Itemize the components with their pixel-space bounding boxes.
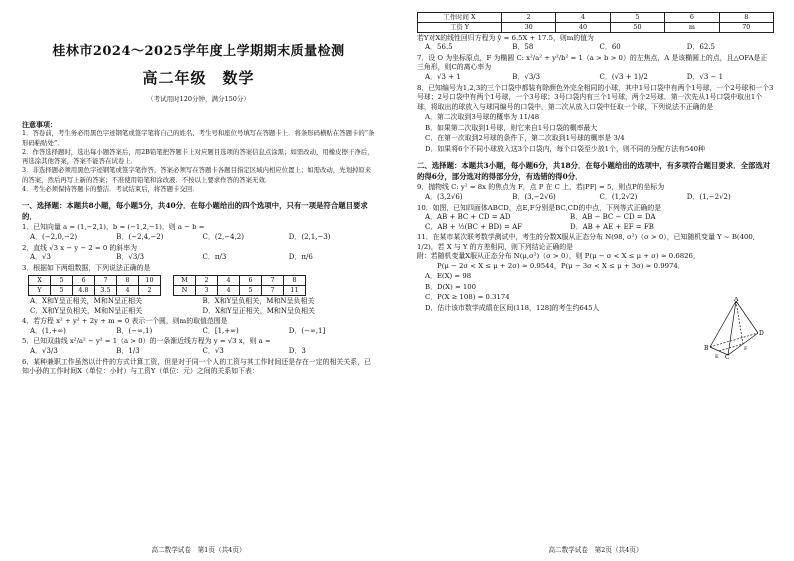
notice-item: 3．非选择题必须用黑色字迹钢笔或签字笔作答，答案必须写在答题卡各题目指定区域内相应位置上；如需改动，先划掉原来的答案，然后再写上新的答案；不准使用铅笔和涂改液．不按以上要求作答的答案无效． [22,166,372,184]
table-cell: 5 [51,276,73,286]
table-cell: 工资 Y [418,22,502,32]
table-cell: 4.8 [73,286,95,296]
question-10: 10．如图，已知四面体ABCD，点E,F分别是BC,CD的中点，下列等式正确的是 [417,203,662,212]
question-4-options [30,327,375,337]
option: B．X和Y呈负相关，M和N呈负相关 [202,296,315,305]
table-cell: m [665,22,719,32]
table-cell: 6 [240,276,262,286]
question-9-options [425,193,774,203]
table-cell: 4 [117,286,139,296]
option: D．X和Y呈正相关，M和N呈负相关 [202,306,316,315]
question-11-note: 附：若随机变量X服从正态分布 N(μ,σ²)（σ > 0），则 P(μ − σ < X ≤ μ + σ) ≈ 0.6826， [417,252,700,261]
option: A．(1,+∞) [30,326,66,335]
page-footer-left: 高二数学试卷 第1页（共4页） [151,545,246,554]
question-5: 5．已知双曲线 x²/a² − y² = 1（a > 0）的一条渐近线方程为 y = √3 x，则 a = [22,337,271,346]
option: A．√3 + 1 [425,72,461,81]
notice-title: 注意事项： [22,119,57,129]
question-11-stem: 11．在某市某次联考数学测试中，考生的分数X服从正态分布 N(98, σ²)（σ > 0），已知随机变量 Y ~ B(400, 1/2)，若 X 与 Y 的方差相同，则下列结论正确的是 [417,233,755,251]
question-8: 8．已知编号为1,2,3的三个口袋中都装有除颜色外完全相同的小球，其中1号口袋中有两个1号球，一个2号球和一个3号球；2号口袋中有两个1号球，一个3号球；3号口袋内有三个1号球，两个2号球．第一次先从1号口袋中取出1个球，将取出的球放入与球同编号的口袋中，第二次从放入口袋中任取一个球，下列说法不正确的是 [417,83,774,111]
notice-item: 1．答卷前，考生务必用黑色字迹钢笔或签字笔将自己的姓名、考生号和座位号填写在答题卡上．将条形码横贴在答题卡的“条形码粘贴处”． [22,129,375,147]
option: D．AB + AE + EF = FB [570,222,654,231]
exam-title: 桂林市2024～2025学年度上学期期末质量检测 [52,44,345,59]
option: D．(−∞,1] [288,326,326,335]
option: D．(2,1,−3) [288,232,331,241]
question-8-option-d: D．如果将6个不同小球放入这3个口袋内，每个口袋至少放1个，则不同的分配方法有540种 [425,144,705,153]
option: C．π/3 [202,253,227,262]
table-cell: 10 [139,276,161,286]
option: B．58 [512,43,534,52]
question-4: 4．若方程 x² + y² + 2y + m = 0 表示一个圆，则m的取值范围是 [22,317,228,326]
option: A．(3,2√6) [425,192,463,201]
notice-item: 4．考生必须保持答题卡的整洁．考试结束后，将答题卡交回． [22,184,199,193]
question-11-note: P(μ − 2σ < X ≤ μ + 2σ) ≈ 0.9544，P(μ − 3σ < X ≤ μ + 3σ) ≈ 0.9974． [437,261,685,270]
question-11-option-c: C．P(X ≥ 108) = 0.3174 [425,293,510,302]
option: B．√3/3 [116,253,145,262]
option: C．AB + ½(BC + BD) = AF [425,222,523,231]
table-cell: 8 [117,276,139,286]
option: C．60 [599,43,621,52]
option: B．(−2,4,−2) [116,232,164,241]
option: B．(3,−2√6) [512,192,556,201]
option: C．X和Y呈负相关，M和N呈正相关 [30,306,143,315]
table-cell: M [174,276,196,286]
table-cell: 5 [610,13,664,23]
option: C．(√3 + 1)/2 [599,72,648,81]
option: A．AB + BC + CD = AD [425,213,511,222]
question-5-options [30,347,375,357]
section-2-heading: 二、选择题：本题共3小题，每小题6分，共18分．在每小题给出的选项中，有多项符合题目要求．全部选对的得6分，部分选对的得部分分，有选错的得0分． [417,161,771,182]
figure-label: A [734,297,739,303]
question-10-options-row2 [425,223,715,233]
table-cell: 70 [719,22,773,32]
table-mn [173,275,306,296]
option: D．62.5 [686,43,715,52]
table-cell: 4 [218,276,240,286]
question-8-option-a: A．第二次取到3号球的概率为 11/48 [425,113,540,122]
table-cell: 6 [73,276,95,286]
question-6-continued: 若Y对X的线性回归方程为 ŷ = 6.5X + 17.5，则m的值为 [417,33,594,42]
question-11-option-d: D．估计该市数学成绩在区间(118，128]的考生约645人 [425,303,600,312]
option: C．(2,−4,2) [202,232,244,241]
table-cell: 8 [284,276,306,286]
option: A．56.5 [425,43,453,52]
question-6-options [425,43,774,53]
table-cell: 4 [556,13,610,23]
figure-label: E [715,354,719,359]
table-cell: 8 [719,13,773,23]
option: D．π/6 [288,253,313,262]
option: D．3 [288,346,306,355]
option: B．AB − BC − CD = DA [570,213,656,222]
option: A．√3 [30,253,51,262]
section-1-heading: 一、选择题：本题共8小题，每小题5分，共40分．在每小题给出的四个选项中，只有一项是符合题目要求的． [22,201,368,222]
question-2: 2．直线 √3 x − y − 2 = 0 的斜率为 [22,243,137,252]
question-3-tables [28,275,375,296]
question-7-options [425,73,774,83]
question-3-options-row1 [30,297,375,307]
question-1-options [30,233,375,243]
table-cell: X [29,276,51,286]
table-cell: 11 [284,286,306,296]
option: A．√3/3 [30,346,58,355]
question-6: 6．某种兼职工作虽然以计件的方式计算工资，但是对于同一个人的工资与其工作时间还是存在一定的相关关系，已知小孙的工作时间X（单位：小时）与工资Y（单位：元）之间的关系如下表： [22,357,371,376]
notice-item: 2．作答选择题时，选出每小题答案后，用2B铅笔把答题卡上对应题目选项的答案信息点涂黑；如需改动，用橡皮擦干净后，再选涂其他答案，答案不能答在试卷上． [22,147,374,166]
table-cell: 2 [139,286,161,296]
table-cell: 3.5 [95,286,117,296]
table-cell: 4 [218,286,240,296]
figure-label: D [759,330,764,337]
table-cell: 2 [501,13,555,23]
question-8-option-b: B．如果第二次取到1号球，则它来自1号口袋的概率最大 [425,123,598,132]
option: B．(−∞,1) [116,326,153,335]
option: B．1/3 [116,346,140,355]
question-9: 9．抛物线 C: y² = 8x 的焦点为 F，点 P 在 C 上，若|PF| = 5，则点P的坐标为 [417,183,665,192]
question-10-options-row1 [425,213,715,223]
option: C．(1,2√2) [599,192,638,201]
table-cell: 6 [665,13,719,23]
option: C．[1,+∞) [202,326,239,335]
question-8-option-c: C．在第一次取到2号球的条件下，第二次取到1号球的概率是 3/4 [425,134,625,143]
figure-label: B [704,345,709,352]
option: B．√3/3 [512,72,541,81]
option: A．(−2,0,−2) [30,232,78,241]
table-cell: 7 [262,286,284,296]
tetrahedron-figure [704,297,764,359]
table-cell: 5 [51,286,73,296]
question-11-option-a: A．E(X) = 98 [425,272,472,281]
question-7: 7．设 O 为坐标原点，F 为椭圆 C: x²/a² + y²/b² = 1（a > b > 0）的左焦点，A 是该椭圆上的点，且△OFA是正三角形，则C的离心率为 [417,53,768,72]
question-11-option-b: B．D(X) = 100 [425,282,477,291]
figure-label: C [725,354,730,359]
question-3-options-row2 [30,307,375,317]
table-cell: 5 [240,286,262,296]
table-cell: 3 [196,286,218,296]
option: C．√3 [202,346,224,355]
table-cell: 7 [95,276,117,286]
table-cell: 工作时间 X [418,13,502,23]
figure-label: F [744,346,748,352]
option: D．(1,−2√2) [686,192,731,201]
table-cell: N [174,286,196,296]
exam-subtitle: 高二年级 数学 [142,68,255,87]
question-1: 1．已知向量 a = (1,−2,1)，b = (−1,2,−1)，则 a − b = [22,223,205,232]
table-cell: 50 [610,22,664,32]
table-xy [28,275,161,296]
table-cell: Y [29,286,51,296]
table-cell: 2 [196,276,218,286]
question-11 [417,233,774,271]
exam-info: （考试用时120分钟，满分150分） [147,94,250,103]
page-right [397,0,794,561]
option: A．X和Y呈正相关，M和N呈正相关 [30,296,142,305]
question-3: 3．根据如下两组数据，下列说法正确的是 [22,263,151,272]
table-work-time [417,12,774,33]
option: D．√3 − 1 [686,72,724,81]
table-cell: 40 [556,22,610,32]
question-2-options [30,253,375,263]
notice-list [22,129,375,194]
page-footer-right: 高二数学试卷 第2页（共4页） [548,545,643,554]
table-cell: 30 [501,22,555,32]
table-cell: 7 [262,276,284,286]
